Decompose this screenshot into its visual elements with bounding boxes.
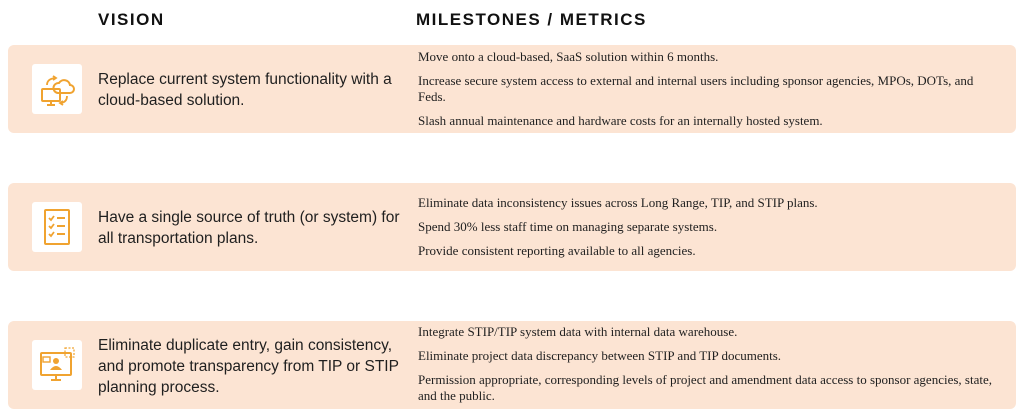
metrics-list [418, 49, 1003, 137]
checklist-icon [32, 202, 82, 252]
monitor-user-icon [32, 340, 82, 390]
metric-item: Provide consistent reporting available to all agencies. [418, 243, 696, 258]
vision-statement: Have a single source of truth (or system) for all transportation plans. [98, 209, 400, 247]
vision-header: VISION [98, 10, 165, 29]
metric-item: Integrate STIP/TIP system data with internal data warehouse. [418, 324, 738, 339]
vision-row-source-of-truth [8, 183, 1016, 271]
metric-item: Move onto a cloud-based, SaaS solution within 6 months. [418, 49, 719, 64]
metric-item: Increase secure system access to external and internal users including sponsor agencies, MPOs, DOTs, and Feds. [418, 73, 974, 104]
vision-statement: Eliminate duplicate entry, gain consistency, and promote transparency from TIP or STIP planning process. [98, 337, 399, 396]
cloud-computer-icon [32, 64, 82, 114]
metric-item: Eliminate data inconsistency issues across Long Range, TIP, and STIP plans. [418, 195, 818, 210]
metric-item: Permission appropriate, corresponding levels of project and amendment data access to sponsor agencies, state, and the public. [418, 372, 992, 403]
vision-row-transparency [8, 321, 1016, 409]
metrics-list [418, 195, 1003, 267]
milestones-metrics-header: MILESTONES / METRICS [416, 10, 647, 29]
vision-statement: Replace current system functionality with a cloud-based solution. [98, 71, 392, 109]
metrics-list [418, 324, 1003, 412]
metric-item: Slash annual maintenance and hardware costs for an internally hosted system. [418, 113, 823, 128]
metric-item: Eliminate project data discrepancy between STIP and TIP documents. [418, 348, 782, 363]
vision-row-cloud [8, 45, 1016, 133]
metric-item: Spend 30% less staff time on managing separate systems. [418, 219, 718, 234]
